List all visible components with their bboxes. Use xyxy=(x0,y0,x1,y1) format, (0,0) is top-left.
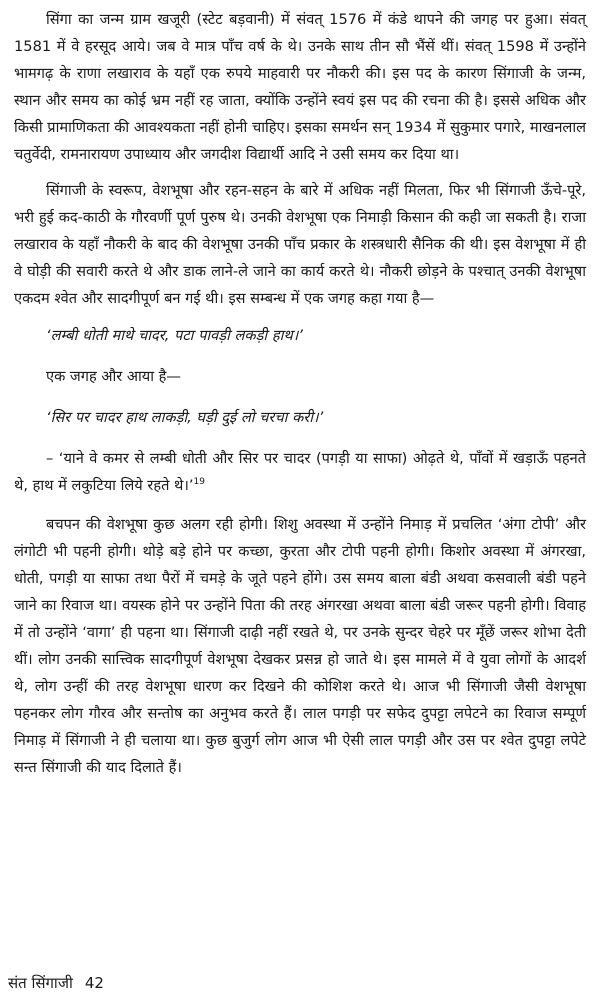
page-body xyxy=(14,6,586,781)
intro-line-2: एक जगह और आया है— xyxy=(46,368,182,385)
paragraph-birth: सिंगा का जन्म ग्राम खजूरी (स्टेट बड़वानी) में संवत् 1576 में कंडे थापने की जगह पर हुआ। संवत् 1581 में वे हरसूद आये। जब वे मात्र पाँच वर्ष के थे। उनके साथ तीन सौ भैंसें थीं। संवत् 1598 में उन्होंने भामगढ़ के राणा लखाराव के यहाँ एक रुपये माहवारी पर नौकरी की। इस पद के कारण सिंगाजी के जन्म, स्थान और समय का कोई भ्रम नहीं रह जाता, क्योंकि उन्होंने स्वयं इस पद की रचना की है। इससे अधिक और किसी प्रामाणिकता की आवश्यकता नहीं होनी चाहिए। इसका समर्थन सन् 1934 में सुकुमार पगारे, माखनलाल चतुर्वेदी, रामनारायण उपाध्याय और जगदीश विद्यार्थी आदि ने उसी समय कर दिया था। xyxy=(14,11,586,163)
paragraph-childhood-attire: बचपन की वेशभूषा कुछ अलग रही होगी। शिशु अवस्था में उन्होंने निमाड़ में प्रचलित ‘अंगा टोपी’ और लंगोटी भी पहनी होगी। थोड़े बड़े होने पर कच्छा, कुरता और टोपी पहनी होगी। किशोर अवस्था में अंगरखा, धोती, पगड़ी या साफा तथा पैरों में चमड़े के जूते पहने होंगे। उस समय बाला बंडी अथवा कसवाली बंडी पहने जाने का रिवाज था। वयस्क होने पर उन्होंने पिता की तरह अंगरखा अथवा बाला बंडी जरूर पहनी होगी। विवाह में तो उन्होंने ‘वागा’ ही पहना था। सिंगाजी दाढ़ी नहीं रखते थे, पर उनके सुन्दर चेहरे पर मूँछें जरूर शोभा देती थीं। लोग उनकी सात्त्विक सादगीपूर्ण वेशभूषा देखकर प्रसन्न हो जाते थे। इस मामले में वे युवा लोगों के आदर्श थे, लोग उन्हीं की तरह वेशभूषा धारण कर दिखने की कोशिश करते थे। आज भी सिंगाजी जैसी वेशभूषा पहनकर लोग गौरव और सन्तोष का अनुभव करते हैं। लाल पगड़ी पर सफेद दुपट्टा लपेटने का रिवाज सम्पूर्ण निमाड़ में सिंगाजी ने ही चलाया था। कुछ बुजुर्ग लोग आज भी ऐसी लाल पगड़ी और उस पर श्वेत दुपट्टा लपेटे सन्त सिंगाजी की याद दिलाते हैं। xyxy=(14,516,586,776)
explanation-text: – ‘याने वे कमर से लम्बी धोती और सिर पर चादर (पगड़ी या साफा) ओढ़ते थे, पाँवों में खड़ाऊँ पहनते थे, हाथ में लकुटिया लिये रहते थे।’ xyxy=(14,450,586,494)
footnote-reference: 19 xyxy=(193,477,205,488)
page-number: 42 xyxy=(84,974,104,992)
quote-line-1: ‘लम्बी धोती माथे चादर, पटा पावड़ी लकड़ी हाथ।’ xyxy=(46,327,303,344)
page-footer xyxy=(8,972,104,994)
paragraph-appearance: सिंगाजी के स्वरूप, वेशभूषा और रहन-सहन के बारे में अधिक नहीं मिलता, फिर भी सिंगाजी ऊँचे-पूरे, भरी हुई कद-काठी के गौरवर्णी पूर्ण पुरुष थे। उनकी वेशभूषा एक निमाड़ी किसान की कही जा सकती है। राजा लखाराव के यहाँ नौकरी के बाद की वेशभूषा उनकी पाँच प्रकार के शस्त्रधारी सैनिक की थी। इस वेशभूषा में ही वे घोड़ी की सवारी करते थे और डाक लाने-ले जाने का कार्य करते थे। नौकरी छोड़ने के पश्चात् उनकी वेशभूषा एकदम श्वेत और सादगीपूर्ण बन गई थी। इस सम्बन्ध में एक जगह कहा गया है— xyxy=(14,182,586,307)
book-title: संत सिंगाजी xyxy=(8,974,73,992)
quote-line-2: ‘सिर पर चादर हाथ लाकड़ी, घड़ी दुई लो चरचा करी।’ xyxy=(46,409,324,426)
explanation-paragraph xyxy=(14,445,586,499)
